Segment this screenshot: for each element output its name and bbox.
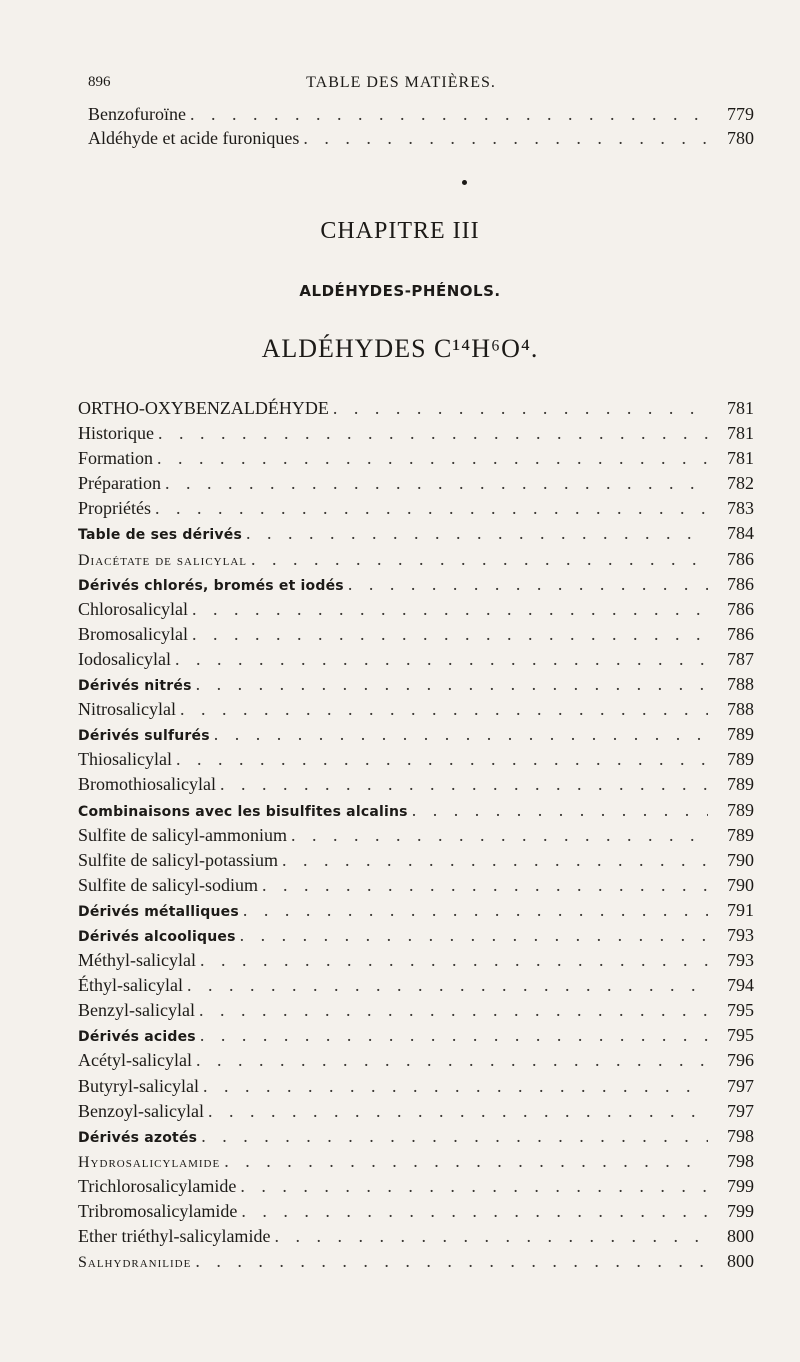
toc-entry-page: 780 <box>727 127 754 148</box>
toc-entry-label: Diacétate de salicylal <box>78 551 247 569</box>
dot-leader <box>201 1126 708 1147</box>
toc-entry <box>78 749 754 774</box>
toc-entry <box>88 104 754 128</box>
toc-entry <box>78 1126 754 1151</box>
chapter-title: CHAPITRE III <box>320 218 480 244</box>
toc-entry <box>78 1251 754 1276</box>
dot-leader <box>224 1151 708 1172</box>
toc-entry-label: Trichlorosalicylamide <box>78 1175 237 1196</box>
dot-leader <box>199 1000 708 1021</box>
toc-entry-label: Dérivés chlorés, bromés et iodés <box>78 577 344 594</box>
dot-leader <box>246 523 708 544</box>
toc-entry-page: 781 <box>727 448 754 469</box>
toc-entry-page: 797 <box>727 1100 754 1121</box>
toc-entry <box>78 473 754 498</box>
toc-entry-page: 795 <box>727 1025 754 1046</box>
toc-entry-page: 793 <box>727 950 754 971</box>
toc-entry-label: Méthyl-salicylal <box>78 950 196 971</box>
toc-entry-page: 800 <box>727 1251 754 1272</box>
toc-entry <box>78 649 754 674</box>
toc-entry <box>78 1101 754 1126</box>
toc-entry-page: 789 <box>727 774 754 795</box>
toc-entry <box>78 448 754 473</box>
toc-entry-label: Aldéhyde et acide furoniques <box>88 127 300 148</box>
toc-entry <box>78 624 754 649</box>
dot-leader <box>240 925 708 946</box>
dot-leader <box>200 1025 708 1046</box>
section-title: ALDÉHYDES-PHÉNOLS. <box>299 282 501 300</box>
running-title: TABLE DES MATIÈRES. <box>306 74 496 91</box>
dot-leader <box>291 825 708 846</box>
toc-entry-page: 796 <box>727 1050 754 1071</box>
dot-leader <box>303 128 708 149</box>
toc-entry <box>78 800 754 825</box>
dot-leader <box>158 423 708 444</box>
toc-entry <box>78 549 754 574</box>
top-entries <box>88 104 754 151</box>
toc-entry-label: Benzoyl-salicylal <box>78 1100 204 1121</box>
dot-leader <box>214 724 708 745</box>
toc-entries <box>78 398 754 1276</box>
toc-entry <box>78 574 754 599</box>
toc-entry <box>78 975 754 1000</box>
toc-entry-label: Sulfite de salicyl-potassium <box>78 849 278 870</box>
toc-entry-label: Hydrosalicylamide <box>78 1153 221 1171</box>
dot-leader <box>195 1251 708 1272</box>
toc-entry-label: Butyryl-salicylal <box>78 1075 199 1096</box>
separator-dot <box>462 180 467 185</box>
subsection-title: ALDÉHYDES C¹⁴H⁶O⁴. <box>261 334 539 363</box>
dot-leader <box>348 574 708 595</box>
toc-entry <box>78 423 754 448</box>
toc-entry-label: Salhydranilide <box>78 1254 192 1272</box>
dot-leader <box>262 875 708 896</box>
toc-entry-label: Benzyl-salicylal <box>78 1000 195 1021</box>
toc-entry-label: Éthyl-salicylal <box>78 975 183 996</box>
toc-entry-page: 786 <box>727 598 754 619</box>
dot-leader <box>180 699 708 720</box>
toc-entry <box>78 498 754 523</box>
dot-leader <box>187 975 708 996</box>
toc-entry-page: 791 <box>727 899 754 920</box>
toc-entry <box>78 724 754 749</box>
toc-entry-label: Préparation <box>78 473 161 494</box>
toc-entry-page: 798 <box>727 1125 754 1146</box>
toc-entry-page: 783 <box>727 498 754 519</box>
toc-entry-page: 799 <box>727 1175 754 1196</box>
dot-leader <box>412 800 708 821</box>
dot-leader <box>220 774 708 795</box>
toc-entry-label: Iodosalicylal <box>78 648 171 669</box>
toc-entry <box>78 699 754 724</box>
toc-entry-label: Tribromosalicylamide <box>78 1201 238 1221</box>
dot-leader <box>175 649 708 670</box>
toc-entry <box>78 950 754 975</box>
toc-entry <box>78 900 754 925</box>
toc-entry-label: Sulfite de salicyl-sodium <box>78 874 258 895</box>
dot-leader <box>196 674 708 695</box>
toc-entry-label: Acétyl-salicylal <box>78 1050 192 1071</box>
dot-leader <box>274 1226 708 1247</box>
dot-leader <box>208 1101 708 1122</box>
toc-entry <box>78 1176 754 1201</box>
toc-entry-page: 798 <box>727 1150 754 1171</box>
toc-entry-label: Nitrosalicylal <box>78 699 176 720</box>
page-header <box>88 74 714 96</box>
dot-leader <box>196 1050 708 1071</box>
toc-entry-label: Dérivés métalliques <box>78 903 239 920</box>
toc-entry <box>78 1201 754 1226</box>
toc-entry-page: 786 <box>727 623 754 644</box>
dot-leader <box>240 1176 708 1197</box>
toc-entry-page: 784 <box>727 523 754 544</box>
toc-entry-page: 788 <box>727 699 754 720</box>
toc-entry-page: 779 <box>727 104 754 124</box>
toc-entry <box>78 1076 754 1101</box>
toc-entry-page: 797 <box>727 1075 754 1096</box>
toc-entry-label: Dérivés azotés <box>78 1129 198 1146</box>
toc-entry-label: Formation <box>78 448 153 469</box>
toc-entry-page: 789 <box>727 724 754 745</box>
toc-entry-label: Benzofuroïne <box>88 104 186 124</box>
dot-leader <box>190 104 708 125</box>
toc-entry-page: 799 <box>727 1201 754 1221</box>
dot-leader <box>333 398 708 419</box>
dot-leader <box>192 599 708 620</box>
toc-entry <box>78 674 754 699</box>
dot-leader <box>157 448 708 469</box>
toc-entry <box>78 1050 754 1075</box>
toc-entry-page: 790 <box>727 874 754 895</box>
toc-entry-label: Dérivés nitrés <box>78 678 192 695</box>
toc-entry <box>78 599 754 624</box>
toc-entry-page: 795 <box>727 1000 754 1021</box>
dot-leader <box>176 749 708 770</box>
toc-entry-label: Ether triéthyl-salicylamide <box>78 1226 271 1247</box>
toc-entry <box>78 825 754 850</box>
toc-entry <box>88 128 754 152</box>
toc-entry-label: Combinaisons avec les bisulfites alcalins <box>78 803 408 820</box>
toc-entry-label: ORTHO-OXYBENZALDÉHYDE <box>78 398 329 418</box>
toc-entry <box>78 398 754 423</box>
toc-entry-page: 794 <box>727 975 754 996</box>
dot-leader <box>200 950 708 971</box>
toc-entry-label: Propriétés <box>78 498 151 519</box>
toc-entry-page: 787 <box>727 648 754 669</box>
toc-entry-label: Bromothiosalicylal <box>78 774 216 795</box>
toc-entry <box>78 925 754 950</box>
toc-entry <box>78 1025 754 1050</box>
toc-entry-page: 800 <box>727 1226 754 1247</box>
dot-leader <box>165 473 708 494</box>
toc-entry-page: 786 <box>727 548 754 569</box>
toc-entry-label: Historique <box>78 423 154 444</box>
toc-entry-page: 789 <box>727 749 754 770</box>
dot-leader <box>282 850 708 871</box>
page-number: 896 <box>88 74 111 90</box>
dot-leader <box>192 624 708 645</box>
dot-leader <box>155 498 708 519</box>
toc-entry-label: Dérivés acides <box>78 1029 196 1046</box>
toc-entry-page: 781 <box>727 423 754 444</box>
toc-entry <box>78 1226 754 1251</box>
dot-leader <box>243 900 708 921</box>
toc-entry <box>78 523 754 548</box>
toc-entry-page: 786 <box>727 573 754 594</box>
toc-entry-page: 788 <box>727 674 754 695</box>
toc-entry-label: Bromosalicylal <box>78 623 188 644</box>
toc-entry-page: 790 <box>727 849 754 870</box>
toc-entry-page: 781 <box>727 398 754 418</box>
toc-entry <box>78 1151 754 1176</box>
toc-entry-label: Chlorosalicylal <box>78 598 188 619</box>
toc-entry-label: Sulfite de salicyl-ammonium <box>78 824 287 845</box>
toc-entry-label: Dérivés alcooliques <box>78 928 236 945</box>
toc-entry-label: Table de ses dérivés <box>78 527 242 544</box>
toc-entry-page: 782 <box>727 473 754 494</box>
dot-leader <box>241 1201 708 1222</box>
toc-entry <box>78 875 754 900</box>
toc-entry-page: 789 <box>727 824 754 845</box>
toc-entry-page: 793 <box>727 924 754 945</box>
dot-leader <box>203 1076 708 1097</box>
toc-entry <box>78 850 754 875</box>
toc-entry <box>78 774 754 799</box>
toc-entry-label: Thiosalicylal <box>78 749 172 770</box>
toc-entry <box>78 1000 754 1025</box>
toc-entry-page: 789 <box>727 799 754 820</box>
dot-leader <box>251 549 708 570</box>
toc-entry-label: Dérivés sulfurés <box>78 728 210 745</box>
